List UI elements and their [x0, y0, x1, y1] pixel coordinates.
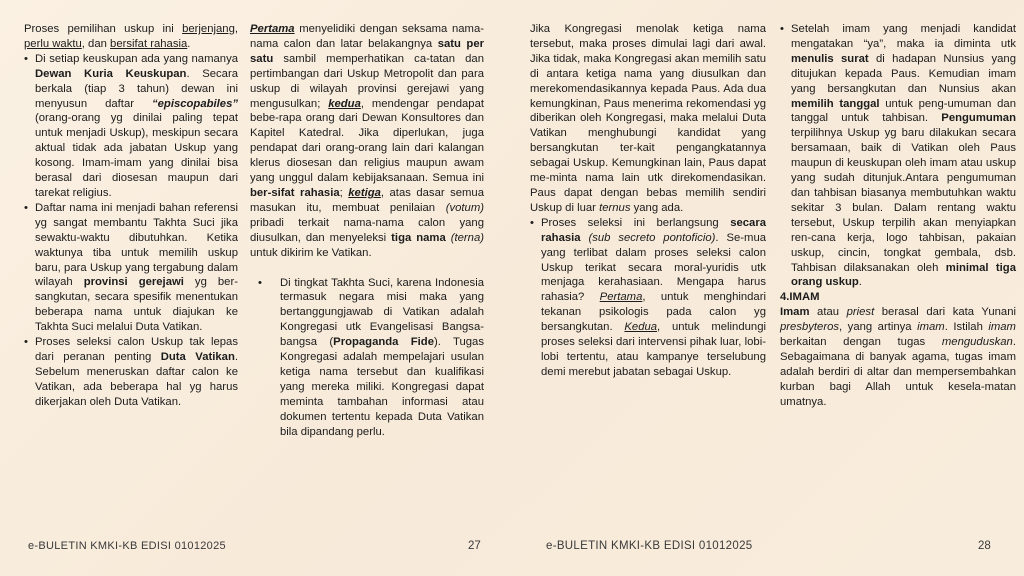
paragraph: Jika Kongregasi menolak ketiga nama tersebut, maka proses dimulai lagi dari awal. Jika tidak, maka Kongregasi akan memilih satu di antara ketiga nama yang diusulkan dan merekomendasikannya kepada Paus. Ada dua kemungkinan, Paus menerima rekomendasi yg diberikan oleh Kongregasi, maka melalui Duta Vatikan menghubungi kandidat yang bersangkutan ter-kait pengangkatannya sebagai Uskup. Kemungkinan lain, Paus dapat me-minta nama lain utk direkomendasikan. Paus dapat dengan bebas memilih sendiri Uskup di luar ternus yang ada.	[530, 23, 766, 214]
list-item: • Setelah imam yang menjadi kandidat mengatakan “ya”, maka ia diminta utk menulis surat di hadapan Nunsius yang ditujukan kepada Paus. Kemudian imam yang bersangkutan dan Nunsius akan memilih tanggal untuk peng-umuman dan tanggal untuk tahbisan. Pengumuman terpilihnya Uskup yg baru dilakukan secara bersamaan, baik di Vatikan oleh Paus maupun di keuskupan oleh imam atau uskup yang sudah ditunjuk.Antara pengumuman dan tahbisan biasanya membutuhkan waktu sekitar 3 bulan. Dalam rentang waktu tersebut, Uskup terpilih akan menyiapkan ren-cana kerja, logo tahbisan, pakaian uskup, cincin, tongkat gembala, dsb. Tahbisan dilaksanakan oleh minimal tiga orang uskup.	[780, 22, 1016, 290]
column-3	[530, 22, 766, 380]
page-number: 28	[978, 540, 991, 552]
footer-label: e-BULETIN KMKI-KB EDISI 01012025	[546, 540, 753, 552]
column-1	[24, 22, 238, 410]
list-item: • Di setiap keuskupan ada yang namanya Dewan Kuria Keuskupan. Secara berkala (tiap 3 tahun) dewan ini menyusun daftar “episcopabiles” (orang-orang yg dinilai paling tepat untuk menjadi Uskup), meskipun secara aktual tidak ada jabatan Uskup yang kosong. Imam-imam yang dinilai bisa berasal dari diosesan maupun dari tarekat religius.	[24, 52, 238, 201]
column-4	[780, 22, 1016, 410]
list-item: • Daftar nama ini menjadi bahan referensi yg sangat membantu Takhta Suci jika sewaktu-waktu dibutuhkan. Ketika waktunya tiba untuk memilih uskup baru, para Uskup yang tergabung dalam wilayah provinsi gerejawi yg ber-sangkutan, secara spesifik menentukan beberapa nama untuk diajukan ke Takhta Suci melalui Duta Vatikan.	[24, 201, 238, 335]
footer-label: e-BULETIN KMKI-KB EDISI 01012025	[28, 540, 226, 552]
column-2	[250, 22, 484, 439]
list-item: • Proses seleksi ini berlangsung secara rahasia (sub secreto pontoficio). Se-mua yang terlibat dalam proses seleksi calon Uskup terikat secara moral-yuridis utk menjaga kerahasiaan. Mengapa harus rahasia? Pertama, untuk menghindari tekanan psikologis pada calon yg bersangkutan. Kedua, untuk melindungi proses seleksi dari intervensi pihak luar, lobi-lobi tertentu, atau kampanye terselubung demi merebut jabatan sebagai Uskup.	[530, 216, 766, 380]
intro-paragraph: Proses pemilihan uskup ini berjenjang, perlu waktu, dan bersifat rahasia.	[24, 23, 238, 50]
page-28	[512, 0, 1024, 576]
section-heading: 4.IMAM	[780, 291, 820, 304]
paragraph: Imam atau priest berasal dari kata Yunani presbyteros, yang artinya imam. Istilah imam berkaitan dengan tugas menguduskan. Sebagaimana di banyak agama, tugas imam adalah berdiri di altar dan mempersembahkan kurban bagi Allah untuk kesela-matan umatnya.	[780, 306, 1016, 408]
list-item: • Di tingkat Takhta Suci, karena Indonesia termasuk negara misi maka yang bertanggungjawab di Vatikan adalah Kongregasi utk Evangelisasi Bangsa-bangsa (Propaganda Fide). Tugas Kongregasi adalah mempelajari usulan ketiga nama tersebut dan kualifikasi yang mereka miliki. Kongregasi dapat meminta tambahan informasi atau dokumen tertentu kepada Duta Vatikan bila dipandang perlu.	[258, 276, 484, 440]
page-number: 27	[468, 540, 481, 552]
paragraph: Pertama menyelidiki dengan seksama nama-nama calon dan latar belakangnya satu per satu sambil memperhatikan ca-tatan dan pertimbangan dari Uskup Metropolit dan para uskup di wilayah provinsi gerejawi yang mengusulkan; kedua, mendengar pendapat bebe-rapa orang dari Dewan Konsultores dan Kapitel Katedral. Jika diperlukan, juga pendapat dari orang-orang lain dari kalangan klerus diosesan dan religius maupun awam yang unggul dalam kebijaksanaan. Semua ini ber-sifat rahasia; ketiga, atas dasar semua masukan itu, membuat penilaian (votum) pribadi terkait nama-nama calon yang diusulkan, dan menyeleksi tiga nama (terna) untuk dikirim ke Vatikan.	[250, 23, 485, 259]
list-item: • Proses seleksi calon Uskup tak lepas dari peranan penting Duta Vatikan. Sebelum meneruskan daftar calon ke Vatikan, ada beberapa hal yg harus dikerjakan oleh Duta Vatikan.	[24, 335, 238, 410]
